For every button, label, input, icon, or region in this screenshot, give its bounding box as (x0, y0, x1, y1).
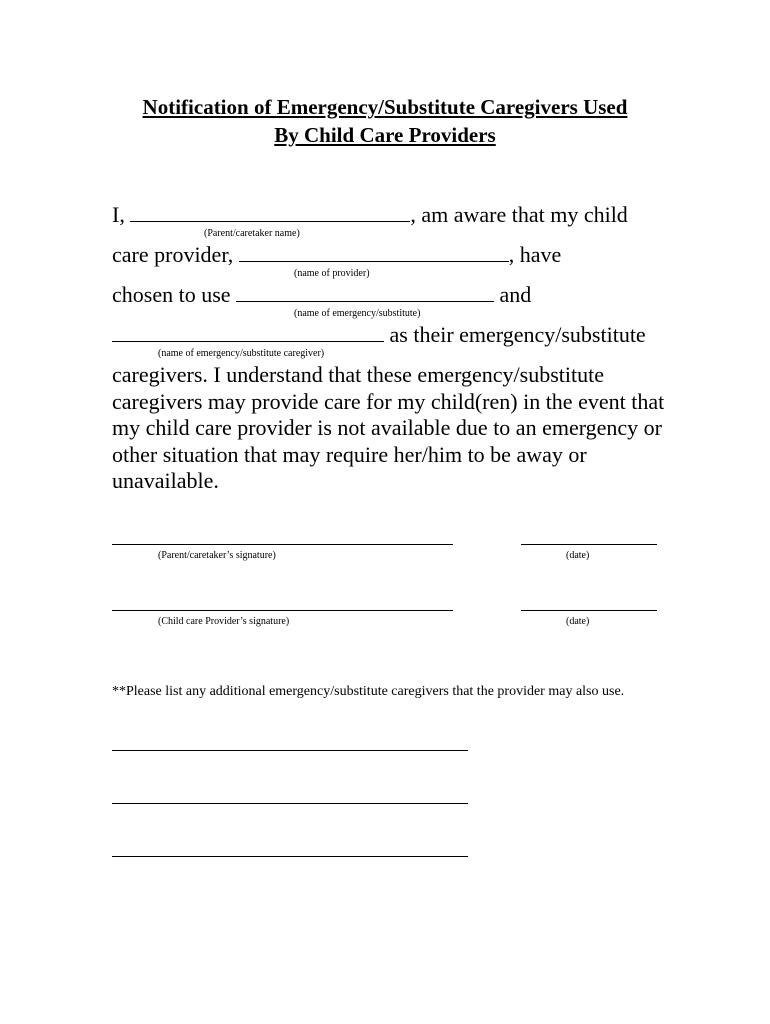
provider-signature-line[interactable] (112, 610, 453, 611)
additional-caregivers-note: **Please list any additional emergency/substitute caregivers that the provider may also use. (112, 684, 625, 699)
statement-prefix-1: I, (112, 202, 125, 227)
provider-date-label: (date) (566, 616, 590, 627)
statement-line-4 (112, 322, 646, 348)
parent-date-line[interactable] (521, 544, 657, 545)
additional-caregiver-line-2[interactable] (112, 803, 468, 804)
statement-suffix-3: and (499, 282, 532, 307)
page-title-line-1: Notification of Emergency/Substitute Caregivers Used (142, 95, 628, 119)
provider-signature-label: (Child care Provider’s signature) (158, 616, 290, 627)
statement-suffix-4: as their emergency/substitute (389, 322, 646, 347)
provider-name-field[interactable] (239, 243, 509, 262)
parent-date-label: (date) (566, 550, 590, 561)
statement-paragraph: caregivers. I understand that these emergency/substitute caregivers may provide care for my child(ren) in the event that my child care provider is not available due to an emergency or other situation that may require her/him to be away or unavailable. (112, 362, 665, 493)
page-title-line-2: By Child Care Providers (274, 123, 496, 147)
emergency-caregiver-name-field[interactable] (112, 323, 384, 342)
parent-name-field[interactable] (130, 203, 410, 222)
provider-date-line[interactable] (521, 610, 657, 611)
caption-provider-name: (name of provider) (294, 268, 370, 279)
statement-suffix-1: , am aware that my child (410, 202, 628, 227)
caption-emergency-caregiver-name: (name of emergency/substitute caregiver) (158, 348, 325, 359)
statement-prefix-2: care provider, (112, 242, 234, 267)
caption-parent-name: (Parent/caretaker name) (204, 228, 300, 239)
parent-signature-label: (Parent/caretaker’s signature) (158, 550, 276, 561)
statement-prefix-3: chosen to use (112, 282, 231, 307)
caption-emergency-name: (name of emergency/substitute) (294, 308, 421, 319)
statement-line-3 (112, 282, 531, 308)
statement-line-1 (112, 202, 628, 228)
additional-caregiver-line-1[interactable] (112, 750, 468, 751)
statement-line-2 (112, 242, 561, 268)
emergency-name-field[interactable] (236, 283, 494, 302)
additional-caregiver-line-3[interactable] (112, 856, 468, 857)
parent-signature-line[interactable] (112, 544, 453, 545)
statement-suffix-2: , have (508, 242, 562, 267)
